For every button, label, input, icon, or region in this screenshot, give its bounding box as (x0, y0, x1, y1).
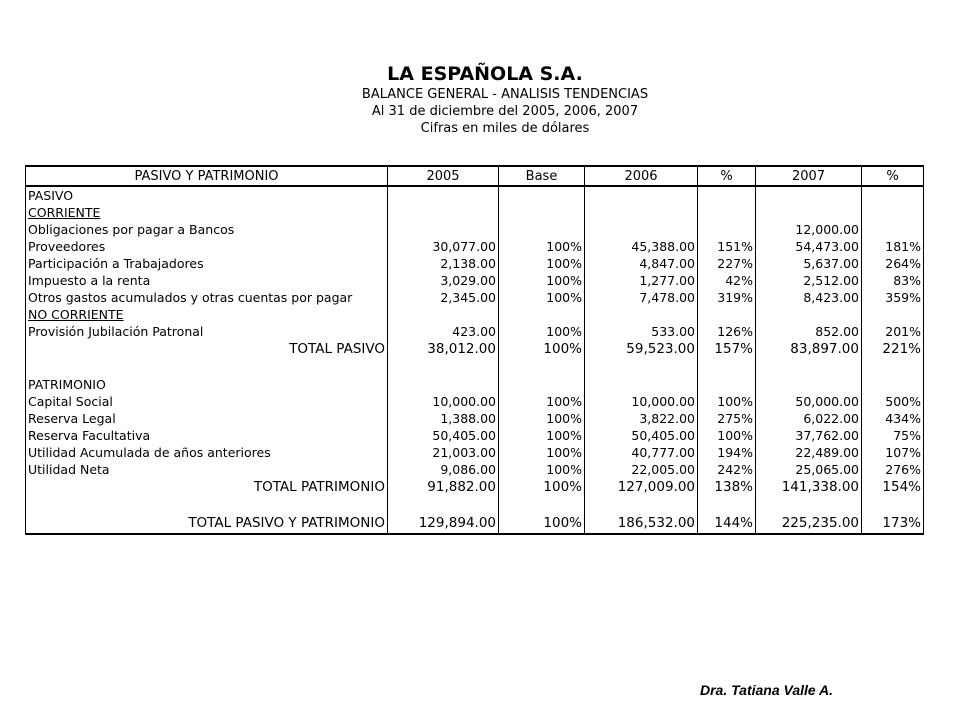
cell-base: 100% (499, 393, 585, 410)
cell-base: 100% (499, 410, 585, 427)
col-header-base: Base (499, 166, 585, 186)
cell-2007: 852.00 (756, 323, 862, 340)
row-label: Obligaciones por pagar a Bancos (26, 221, 388, 238)
total-2005: 38,012.00 (388, 340, 499, 359)
cell-2005: 50,405.00 (388, 427, 499, 444)
company-name: LA ESPAÑOLA S.A. (387, 63, 583, 85)
total-base: 100% (499, 514, 585, 534)
table-row (26, 272, 924, 289)
cell-2006: 40,777.00 (585, 444, 698, 461)
cell-2007: 22,489.00 (756, 444, 862, 461)
total-2005: 129,894.00 (388, 514, 499, 534)
cell-2006 (585, 221, 698, 238)
cell-2006: 4,847.00 (585, 255, 698, 272)
cell-base: 100% (499, 323, 585, 340)
row-label: Utilidad Acumulada de años anteriores (26, 444, 388, 461)
cell-2007: 5,637.00 (756, 255, 862, 272)
total-pct-2007: 154% (862, 478, 924, 497)
table-row (26, 255, 924, 272)
col-header-2006: 2006 (585, 166, 698, 186)
total-pct-2006: 157% (698, 340, 756, 359)
cell-2005: 21,003.00 (388, 444, 499, 461)
cell-2005: 2,345.00 (388, 289, 499, 306)
total-2007: 141,338.00 (756, 478, 862, 497)
total-2006: 59,523.00 (585, 340, 698, 359)
cell-2007: 12,000.00 (756, 221, 862, 238)
cell-pct-2007: 359% (862, 289, 924, 306)
cell-pct-2007: 75% (862, 427, 924, 444)
table-row (26, 221, 924, 238)
report-header (0, 62, 960, 137)
table-row (26, 410, 924, 427)
cell-pct-2007: 500% (862, 393, 924, 410)
table-row (26, 461, 924, 478)
row-label: Reserva Facultativa (26, 427, 388, 444)
total-pct-2006: 138% (698, 478, 756, 497)
section-corriente: CORRIENTE (26, 204, 388, 221)
cell-pct-2006 (698, 221, 756, 238)
cell-2006: 50,405.00 (585, 427, 698, 444)
total-pasivo-label: TOTAL PASIVO (26, 340, 388, 359)
cell-2006: 7,478.00 (585, 289, 698, 306)
spacer-row (26, 359, 924, 376)
table-row (26, 238, 924, 255)
total-pct-2007: 221% (862, 340, 924, 359)
author-signature: Dra. Tatiana Valle A. (700, 682, 834, 698)
cell-base: 100% (499, 427, 585, 444)
total-2006: 127,009.00 (585, 478, 698, 497)
cell-pct-2006: 319% (698, 289, 756, 306)
section-row (26, 204, 924, 221)
cell-2006: 1,277.00 (585, 272, 698, 289)
cell-pct-2007: 201% (862, 323, 924, 340)
total-pct-2006: 144% (698, 514, 756, 534)
section-patrimonio: PATRIMONIO (26, 376, 388, 393)
total-row (26, 478, 924, 497)
spacer-row (26, 497, 924, 514)
row-label: Reserva Legal (26, 410, 388, 427)
cell-2005: 2,138.00 (388, 255, 499, 272)
total-row (26, 340, 924, 359)
cell-pct-2006: 100% (698, 393, 756, 410)
total-base: 100% (499, 478, 585, 497)
table-row (26, 444, 924, 461)
section-row (26, 376, 924, 393)
col-header-2007: 2007 (756, 166, 862, 186)
cell-2005: 1,388.00 (388, 410, 499, 427)
total-2007: 225,235.00 (756, 514, 862, 534)
cell-2006: 22,005.00 (585, 461, 698, 478)
cell-2007: 50,000.00 (756, 393, 862, 410)
section-no-corriente: NO CORRIENTE (26, 306, 388, 323)
report-title: BALANCE GENERAL - ANALISIS TENDENCIAS (361, 87, 649, 102)
cell-pct-2006: 151% (698, 238, 756, 255)
cell-2007: 54,473.00 (756, 238, 862, 255)
row-label: Otros gastos acumulados y otras cuentas por pagar (26, 289, 388, 306)
row-label: Impuesto a la renta (26, 272, 388, 289)
table-row (26, 427, 924, 444)
table-header-row (26, 166, 924, 186)
cell-2006: 3,822.00 (585, 410, 698, 427)
cell-pct-2007: 181% (862, 238, 924, 255)
row-label: Capital Social (26, 393, 388, 410)
cell-2006: 533.00 (585, 323, 698, 340)
cell-pct-2007 (862, 221, 924, 238)
grand-total-row (26, 514, 924, 534)
cell-2005: 423.00 (388, 323, 499, 340)
col-header-account: PASIVO Y PATRIMONIO (26, 166, 388, 186)
cell-2005: 3,029.00 (388, 272, 499, 289)
cell-pct-2006: 227% (698, 255, 756, 272)
report-units: Cifras en miles de dólares (420, 121, 590, 136)
cell-2005: 9,086.00 (388, 461, 499, 478)
total-2005: 91,882.00 (388, 478, 499, 497)
cell-2006: 45,388.00 (585, 238, 698, 255)
cell-base (499, 221, 585, 238)
cell-2007: 2,512.00 (756, 272, 862, 289)
cell-2006: 10,000.00 (585, 393, 698, 410)
cell-pct-2007: 83% (862, 272, 924, 289)
cell-base: 100% (499, 289, 585, 306)
total-2007: 83,897.00 (756, 340, 862, 359)
cell-pct-2007: 434% (862, 410, 924, 427)
section-pasivo: PASIVO (26, 186, 388, 204)
cell-pct-2006: 100% (698, 427, 756, 444)
cell-base: 100% (499, 238, 585, 255)
cell-2005: 30,077.00 (388, 238, 499, 255)
row-label: Provisión Jubilación Patronal (26, 323, 388, 340)
section-row (26, 186, 924, 204)
section-row (26, 306, 924, 323)
col-header-2005: 2005 (388, 166, 499, 186)
total-patrimonio-label: TOTAL PATRIMONIO (26, 478, 388, 497)
cell-2007: 37,762.00 (756, 427, 862, 444)
table-row (26, 323, 924, 340)
table-row (26, 289, 924, 306)
cell-pct-2006: 126% (698, 323, 756, 340)
cell-pct-2007: 107% (862, 444, 924, 461)
row-label: Proveedores (26, 238, 388, 255)
cell-2007: 25,065.00 (756, 461, 862, 478)
total-pct-2007: 173% (862, 514, 924, 534)
report-date: Al 31 de diciembre del 2005, 2006, 2007 (371, 104, 639, 119)
cell-pct-2006: 242% (698, 461, 756, 478)
cell-base: 100% (499, 255, 585, 272)
table-row (26, 393, 924, 410)
total-base: 100% (499, 340, 585, 359)
cell-2007: 6,022.00 (756, 410, 862, 427)
cell-base: 100% (499, 444, 585, 461)
row-label: Utilidad Neta (26, 461, 388, 478)
cell-pct-2006: 42% (698, 272, 756, 289)
cell-base: 100% (499, 272, 585, 289)
total-2006: 186,532.00 (585, 514, 698, 534)
cell-2005 (388, 221, 499, 238)
total-pasivo-patrimonio-label: TOTAL PASIVO Y PATRIMONIO (26, 514, 388, 534)
cell-pct-2006: 194% (698, 444, 756, 461)
col-header-pct-2006: % (698, 166, 756, 186)
row-label: Participación a Trabajadores (26, 255, 388, 272)
cell-pct-2007: 276% (862, 461, 924, 478)
cell-pct-2007: 264% (862, 255, 924, 272)
cell-2007: 8,423.00 (756, 289, 862, 306)
balance-table (25, 165, 924, 535)
col-header-pct-2007: % (862, 166, 924, 186)
cell-2005: 10,000.00 (388, 393, 499, 410)
cell-base: 100% (499, 461, 585, 478)
cell-pct-2006: 275% (698, 410, 756, 427)
